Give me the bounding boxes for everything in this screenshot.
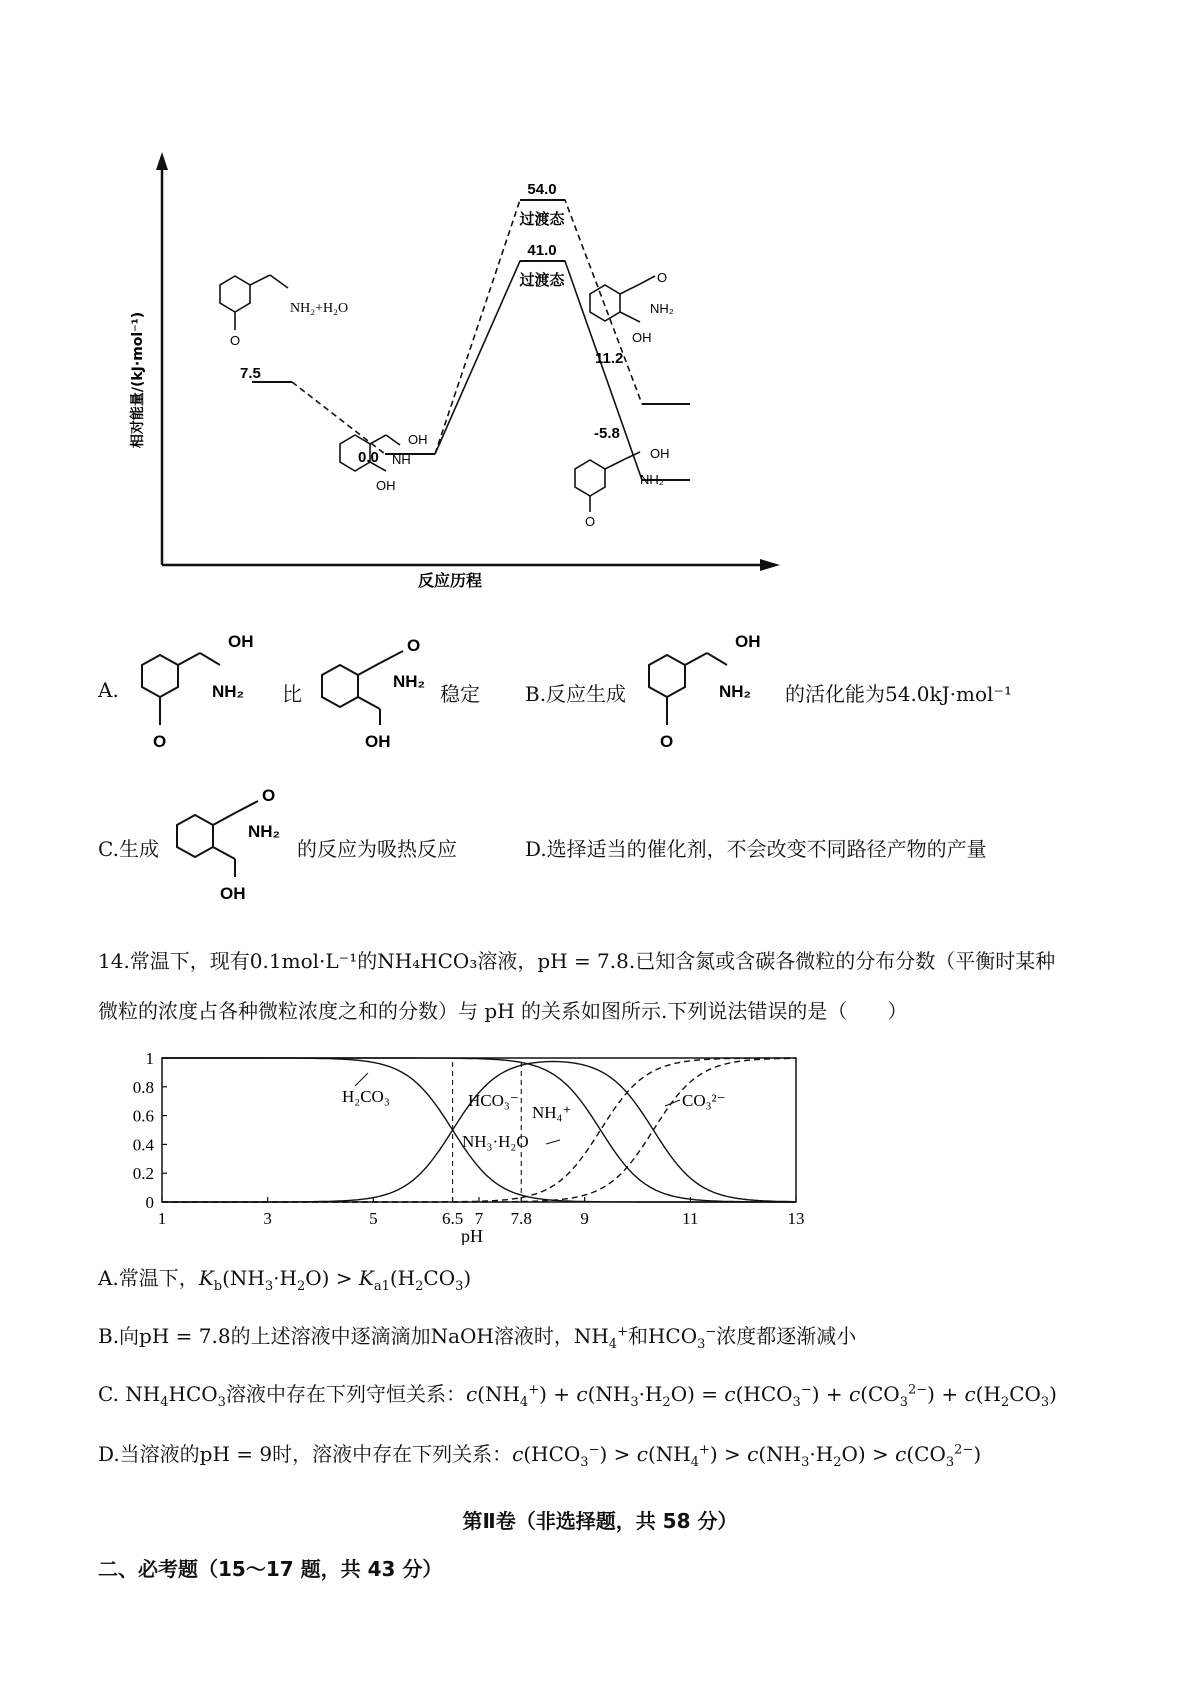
series-line-0 <box>162 1058 796 1202</box>
distribution-chart <box>90 1050 810 1245</box>
energy-diagram <box>120 150 800 590</box>
q13-option-a-mid: 比 <box>282 682 302 706</box>
label-h2co3: H₂CO₃ <box>342 1087 390 1106</box>
series-line-4 <box>162 1058 796 1202</box>
energy-y-label: 相对能量/(kJ·mol⁻¹) <box>130 311 146 449</box>
intermediate-oh-bottom: OH <box>376 478 396 493</box>
energy-x-arrow <box>760 559 780 571</box>
svg-text:OH: OH <box>220 884 246 903</box>
chart-frame <box>162 1058 796 1202</box>
q13-option-b-label: B.反应生成 <box>525 682 627 706</box>
svg-text:NH₂: NH₂ <box>212 682 245 701</box>
svg-text:OH: OH <box>228 632 254 651</box>
path-dashed-high <box>435 200 642 454</box>
path-solid-low <box>435 261 642 480</box>
x-tick-label-7: 11 <box>682 1209 699 1228</box>
label-ts-high: 过渡态 <box>519 210 565 228</box>
svg-text:OH: OH <box>735 632 761 651</box>
molecule-reactant <box>220 275 288 330</box>
series-line-3 <box>162 1058 796 1202</box>
option-b-molecule <box>627 625 777 755</box>
x-tick-label-6: 9 <box>580 1209 589 1228</box>
value-product-lower: -5.8 <box>594 425 620 442</box>
intermediate-oh-top: OH <box>408 432 428 447</box>
y-tick-label-2: 0.4 <box>132 1135 154 1155</box>
label-co3: CO₃²⁻ <box>682 1091 726 1110</box>
q13-option-c-label: C.生成 <box>98 837 159 861</box>
svg-text:NH₂: NH₂ <box>248 822 281 841</box>
product-lower-oh: OH <box>650 446 670 461</box>
svg-text:NH₂: NH₂ <box>393 672 426 691</box>
energy-y-arrow <box>156 152 168 170</box>
q13-option-d: D.选择适当的催化剂，不会改变不同路径产物的产量 <box>525 837 987 861</box>
x-tick-label-3: 6.5 <box>441 1209 464 1228</box>
product-upper-o: O <box>657 270 668 285</box>
value-intermediate: 0.0 <box>358 449 379 466</box>
svg-text:NH₂: NH₂ <box>719 682 752 701</box>
y-tick-label-3: 0.6 <box>132 1106 154 1126</box>
q14-option-d: D.当溶液的pH = 9时，溶液中存在下列关系：$c(HCO_3^-) > c(NH_4^+) > c(NH_3\cdot H_2O) > c(CO_3^{2-})$ <box>98 1442 982 1470</box>
svg-text:O: O <box>407 636 421 655</box>
y-tick-label-5: 1 <box>145 1050 154 1068</box>
y-tick-label-4: 0.8 <box>132 1077 154 1097</box>
subsection-title: 二、必考题（15～17 题，共 43 分） <box>98 1557 443 1581</box>
energy-x-label: 反应历程 <box>417 571 483 590</box>
reactant-formula: NH₂+H₂O <box>290 301 349 316</box>
svg-text:O: O <box>262 786 276 805</box>
y-tick-label-1: 0.2 <box>132 1164 154 1184</box>
molecule-product-upper <box>590 276 655 322</box>
q14-option-b: B.向pH = 7.8的上述溶液中逐滴滴加NaOH溶液时，$NH_4^+$和$HCO_3^-$浓度都逐渐减小 <box>98 1324 857 1352</box>
value-ts-high: 54.0 <box>527 181 557 198</box>
product-upper-oh: OH <box>632 330 652 345</box>
q13-option-a-tail: 稳定 <box>440 682 480 706</box>
q13-option-a-label: A. <box>98 678 119 702</box>
y-tick-label-0: 0 <box>145 1193 154 1212</box>
section-title: 第Ⅱ卷（非选择题，共 58 分） <box>462 1509 738 1533</box>
series-line-2 <box>162 1058 796 1202</box>
label-nh4: NH₄⁺ <box>532 1103 572 1122</box>
q14-stem-line1: 14.常温下，现有0.1mol·L⁻¹的NH₄HCO₃溶液，pH = 7.8.已知含氮或含碳各微粒的分布分数（平衡时某种 <box>98 949 1056 973</box>
leader-h2co3 <box>355 1073 368 1086</box>
q14-option-c: C. $NH_4HCO_3$溶液中存在下列守恒关系：$c(NH_4^+) + c(NH_3\cdot H_2O) = c(HCO_3^-) + c(CO_3^{2-}) + c(H_2CO_3)$ <box>98 1382 1057 1410</box>
product-lower-o: O <box>585 514 596 529</box>
chart-x-label: pH <box>461 1226 483 1245</box>
x-tick-label-5: 7.8 <box>510 1209 532 1228</box>
q13-option-b-tail: 的活化能为54.0kJ·mol⁻¹ <box>785 682 1013 706</box>
option-c-molecule <box>160 775 310 910</box>
option-a-molecule-2 <box>305 625 455 755</box>
svg-text:O: O <box>660 732 674 751</box>
x-tick-label-0: 1 <box>157 1209 167 1228</box>
leader-nh3 <box>546 1140 560 1144</box>
reactant-o: O <box>230 333 241 348</box>
svg-text:OH: OH <box>365 732 391 751</box>
q14-stem-line2: 微粒的浓度占各种微粒浓度之和的分数）与 pH 的关系如图所示.下列说法错误的是（ ） <box>98 999 908 1023</box>
label-hco3: HCO₃⁻ <box>468 1091 519 1110</box>
product-lower-nh2: NH₂ <box>640 472 664 487</box>
molecule-product-lower <box>575 452 640 512</box>
x-tick-label-1: 3 <box>263 1209 272 1228</box>
option-a-molecule-1 <box>120 625 270 755</box>
value-reactant: 7.5 <box>240 365 261 382</box>
value-product-upper: 11.2 <box>595 350 624 367</box>
x-tick-label-2: 5 <box>369 1209 378 1228</box>
x-tick-label-4: 7 <box>474 1209 484 1228</box>
q13-option-c-tail: 的反应为吸热反应 <box>297 837 457 861</box>
value-ts-low: 41.0 <box>527 242 557 259</box>
q14-option-a: A.常温下，$K_b(NH_3\cdot H_2O) > K_{a1}(H_2CO_3)$ <box>98 1266 472 1294</box>
svg-text:O: O <box>153 732 167 751</box>
label-ts-low: 过渡态 <box>519 271 565 289</box>
label-nh3h2o: NH₃·H₂O <box>462 1132 529 1151</box>
intermediate-nh: NH <box>392 452 411 467</box>
product-upper-nh2: NH₂ <box>650 301 674 316</box>
x-tick-label-8: 13 <box>787 1209 805 1228</box>
